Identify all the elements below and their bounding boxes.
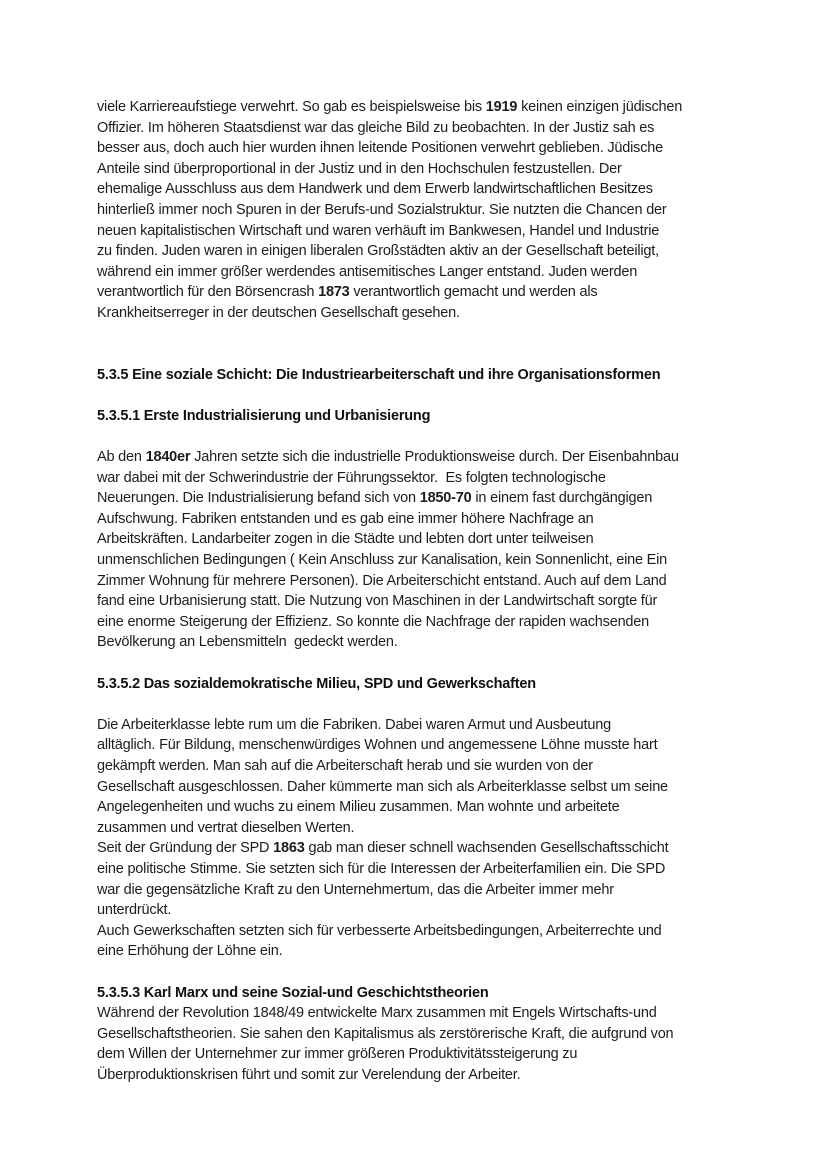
text-run: keinen einzigen jüdischen (517, 99, 683, 115)
paragraph-karl-marx-line (97, 1065, 757, 1086)
paragraph-milieu-spd-line (97, 735, 757, 756)
text-run: in einem fast durchgängigen (471, 490, 653, 507)
text-run: eine enorme Steigerung der Effizienz. So konnte die Nachfrage der rapiden wachsenden (97, 613, 650, 630)
paragraph-juedische-bevoelkerung-line (97, 159, 757, 180)
text-run: war dabei mit der Schwerindustrie der Führungssektor. Es folgten technologische (97, 469, 606, 486)
blank-line (97, 344, 757, 365)
paragraph-juedische-bevoelkerung-line (97, 303, 757, 324)
heading-5-3-5-2-line (97, 674, 757, 695)
heading-5-3-5-line (97, 365, 757, 386)
text-run: Offizier. Im höheren Staatsdienst war das gleiche Bild zu beobachten. In der Justiz sah es (97, 119, 655, 136)
text-run: besser aus, doch auch hier wurden ihnen leitende Positionen verwehrt geblieben. Jüdische (97, 140, 663, 157)
text-run: verantwortlich gemacht und werden als (349, 284, 598, 301)
text-run: Während der Revolution 1848/49 entwickelte Marx zusammen mit Engels Wirtschafts-und (97, 1005, 657, 1022)
text-run: zu finden. Juden waren in einigen liberalen Großstädten aktiv an der Gesellschaft beteiligt, (97, 243, 659, 260)
text-run: Neuerungen. Die Industrialisierung befand sich von (97, 490, 420, 507)
text-run: Gesellschaft ausgeschlossen. Daher kümmerte man sich als Arbeiterklasse selbst um seine (97, 778, 668, 795)
text-run: während ein immer größer werdendes antisemitisches Langer entstand. Juden werden (97, 263, 638, 280)
paragraph-juedische-bevoelkerung-line (97, 221, 757, 242)
paragraph-juedische-bevoelkerung-line (97, 282, 757, 303)
text-run: viele Karriereaufstiege verwehrt. So gab es beispielsweise bis (97, 99, 486, 115)
blank-line (97, 962, 757, 983)
text-run: Bevölkerung an Lebensmitteln gedeckt werden. (97, 634, 398, 651)
paragraph-industrialisierung-line (97, 612, 757, 633)
bold-text-run: 1850-70 (419, 490, 472, 507)
paragraph-industrialisierung-line (97, 591, 757, 612)
paragraph-karl-marx-line (97, 1003, 757, 1024)
paragraph-milieu-spd-line (97, 715, 757, 736)
paragraph-industrialisierung-line (97, 632, 757, 653)
blank-line (97, 427, 757, 448)
paragraph-milieu-spd-line (97, 921, 757, 942)
paragraph-juedische-bevoelkerung-line (97, 97, 757, 118)
paragraph-juedische-bevoelkerung-line (97, 200, 757, 221)
paragraph-milieu-spd-line (97, 777, 757, 798)
paragraph-milieu-spd-line (97, 900, 757, 921)
text-run: neuen kapitalistischen Wirtschaft und waren verhäuft im Bankwesen, Handel und Industrie (97, 222, 660, 239)
text-run: dem Willen der Unternehmer zur immer größeren Produktivitätssteigerung zu (97, 1046, 578, 1063)
text-run: war die gegensätzliche Kraft zu den Unternehmertum, das die Arbeiter immer mehr (97, 881, 614, 898)
bold-text-run: 5.3.5.2 Das sozialdemokratische Milieu, SPD und Gewerkschaften (97, 675, 536, 692)
text-run: zusammen und vertrat dieselben Werten. (97, 819, 355, 836)
text-run: Seit der Gründung der SPD (97, 840, 274, 857)
paragraph-karl-marx-line (97, 1024, 757, 1045)
bold-text-run: 1863 (273, 840, 305, 857)
text-run: alltäglich. Für Bildung, menschenwürdiges Wohnen und angemessene Löhne musste hart (97, 737, 658, 754)
paragraph-industrialisierung-line (97, 447, 757, 468)
text-run: Zimmer Wohnung für mehrere Personen). Die Arbeiterschicht entstand. Auch auf dem Land (97, 572, 667, 589)
text-run: Aufschwung. Fabriken entstanden und es gab eine immer höhere Nachfrage an (97, 510, 594, 527)
paragraph-juedische-bevoelkerung-line (97, 138, 757, 159)
paragraph-milieu-spd-line (97, 756, 757, 777)
paragraph-milieu-spd-line (97, 859, 757, 880)
text-run: Gesellschaftstheorien. Sie sahen den Kapitalismus als zerstörerische Kraft, die aufgrund von (97, 1025, 674, 1042)
text-run: eine politische Stimme. Sie setzten sich für die Interessen der Arbeiterfamilien ein. Die SPD (97, 860, 666, 877)
text-run: Krankheitserreger in der deutschen Gesellschaft gesehen. (97, 304, 460, 321)
paragraph-karl-marx-line (97, 1044, 757, 1065)
paragraph-juedische-bevoelkerung-line (97, 241, 757, 262)
bold-text-run: 1873 (318, 284, 350, 301)
blank-line (97, 694, 757, 715)
paragraph-milieu-spd-line (97, 818, 757, 839)
paragraph-industrialisierung-line (97, 550, 757, 571)
text-run: Anteile sind überproportional in der Justiz und in den Hochschulen festzustellen. Der (97, 160, 622, 177)
text-run: Die Arbeiterklasse lebte rum um die Fabriken. Dabei waren Armut und Ausbeutung (97, 716, 611, 733)
paragraph-industrialisierung-line (97, 509, 757, 530)
bold-text-run: 1919 (485, 99, 518, 115)
paragraph-milieu-spd-line (97, 941, 757, 962)
paragraph-industrialisierung-line (97, 529, 757, 550)
paragraph-industrialisierung-line (97, 468, 757, 489)
text-run: Auch Gewerkschaften setzten sich für verbesserte Arbeitsbedingungen, Arbeiterrechte und (97, 922, 662, 939)
text-run: Überproduktionskrisen führt und somit zur Verelendung der Arbeiter. (97, 1066, 521, 1083)
text-run: verantwortlich für den Börsencrash (97, 284, 319, 301)
text-run: unmenschlichen Bedingungen ( Kein Anschluss zur Kanalisation, kein Sonnenlicht, eine Ein (97, 552, 668, 569)
text-run: Angelegenheiten und wuchs zu einem Milieu zusammen. Man wohnte und arbeitete (97, 799, 620, 816)
text-run: Arbeitskräften. Landarbeiter zogen in die Städte und lebten dort unter teilweisen (97, 531, 594, 548)
blank-line (97, 324, 757, 345)
text-run: gekämpft werden. Man sah auf die Arbeiterschaft herab und sie wurden von der (97, 758, 593, 774)
paragraph-juedische-bevoelkerung-line (97, 262, 757, 283)
paragraph-juedische-bevoelkerung-line (97, 179, 757, 200)
paragraph-milieu-spd-line (97, 838, 757, 859)
paragraph-juedische-bevoelkerung-line (97, 118, 757, 139)
paragraph-milieu-spd-line (97, 797, 757, 818)
text-run: unterdrückt. (97, 902, 172, 919)
paragraph-milieu-spd-line (97, 880, 757, 901)
text-run: fand eine Urbanisierung statt. Die Nutzung von Maschinen in der Landwirtschaft sorgte für (97, 593, 658, 610)
heading-5-3-5-3-line (97, 983, 757, 1004)
text-run: gab man dieser schnell wachsenden Gesellschaftsschicht (304, 840, 669, 857)
text-run: Ab den (97, 449, 146, 466)
bold-text-run: 5.3.5.1 Erste Industrialisierung und Urbanisierung (97, 407, 431, 424)
blank-line (97, 653, 757, 674)
document-content (97, 97, 757, 1086)
text-run: Jahren setzte sich die industrielle Produktionsweise durch. Der Eisenbahnbau (190, 449, 679, 466)
bold-text-run: 5.3.5 Eine soziale Schicht: Die Industriearbeiterschaft und ihre Organisationsformen (97, 366, 661, 383)
heading-5-3-5-1-line (97, 406, 757, 427)
text-run: hinterließ immer noch Spuren in der Berufs-und Sozialstruktur. Sie nutzten die Chancen der (97, 201, 667, 218)
text-run: ehemalige Ausschluss aus dem Handwerk und dem Erwerb landwirtschaftlichen Besitzes (97, 181, 653, 198)
bold-text-run: 5.3.5.3 Karl Marx und seine Sozial-und Geschichtstheorien (97, 984, 489, 1001)
blank-line (97, 385, 757, 406)
bold-text-run: 1840er (145, 449, 191, 466)
text-run: eine Erhöhung der Löhne ein. (97, 943, 283, 960)
paragraph-industrialisierung-line (97, 571, 757, 592)
paragraph-industrialisierung-line (97, 488, 757, 509)
